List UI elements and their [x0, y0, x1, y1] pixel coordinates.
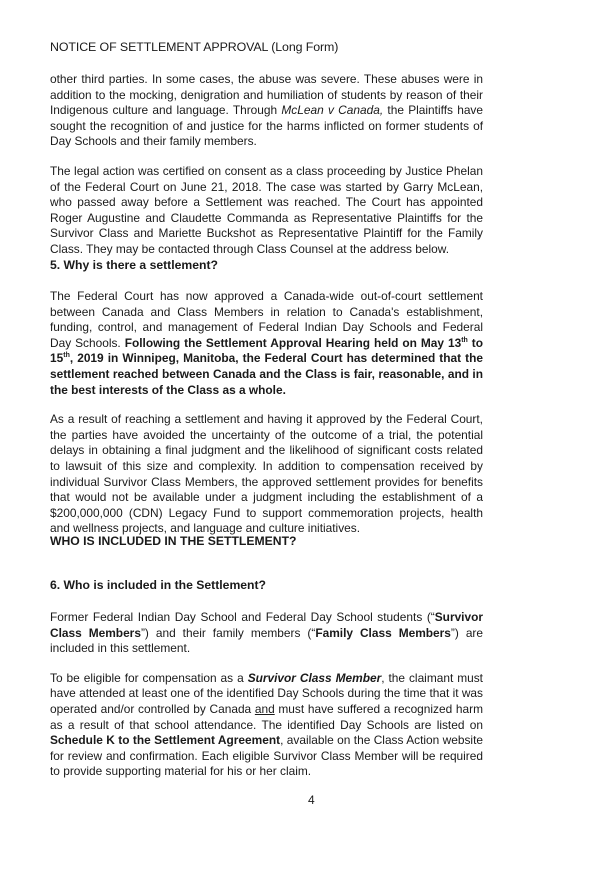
- survivor-class-member-bold-italic: Survivor Class Member: [247, 670, 382, 685]
- family-class-members-bold: Family Class Members: [315, 625, 451, 640]
- text-run: Following the Settlement Approval Hearing held on May 13: [124, 335, 462, 350]
- section-6-heading: 6. Who is included in the Settlement?: [50, 578, 267, 592]
- case-name-italic: McLean v Canada,: [281, 103, 384, 118]
- superscript: th: [63, 352, 70, 360]
- text-run: must have suffered a recognized harm as a result of that school attendance. The identified Day Schools are listed on: [50, 701, 483, 732]
- section-6-body: [50, 610, 483, 780]
- text-run: ”) are included in this settlement.: [50, 625, 484, 656]
- text-run: The Federal Court has now approved a Canada-wide out-of-court settlement between Canada and Class Members in relation to Canada's establishment, funding, control, and management of Federal Indian Day Schools and Federal Day Schools.: [50, 289, 483, 350]
- who-is-included-heading: WHO IS INCLUDED IN THE SETTLEMENT?: [50, 534, 297, 548]
- paragraph-certification: The legal action was certified on consent as a class proceeding by Justice Phelan of the Federal Court on June 21, 2018. The case was started by Garry McLean, who passed away before a Settlement was reached. The Court has appointed Roger Augustine and Claudette Commanda as Representative Plaintiffs for the Survivor Class and Mariette Buckshot as Representative Plaintiff for the Family Class. They may be contacted through Class Counsel at the address below.: [50, 163, 483, 256]
- section-5-heading: 5. Why is there a settlement?: [50, 258, 218, 272]
- text-run: Former Federal Indian Day School and Federal Day School students (“: [50, 610, 435, 624]
- paragraph-abuse-context: [50, 72, 483, 150]
- section-4-continued: [50, 72, 483, 258]
- text-run: other third parties. In some cases, the abuse was severe. These abuses were in addition to the mocking, denigration and humiliation of students by reason of their Indigenous culture and language. Through: [50, 72, 483, 118]
- paragraph-class-members: [50, 610, 483, 657]
- paragraph-eligibility: [50, 671, 483, 780]
- and-underlined: and: [254, 701, 275, 716]
- text-run: , 2019 in Winnipeg, Manitoba, the Federal Court has determined that the settlement reached between Canada and the Class is fair, reasonable, and in the best interests of the Class as a whole.: [50, 351, 483, 397]
- text-run: To be eligible for compensation as a: [50, 670, 248, 685]
- section-5-body: [50, 289, 483, 537]
- text-run: , available on the Class Action website for review and confirmation. Each eligible Survivor Class Member will be required to provide supporting material for his or her claim.: [50, 733, 483, 779]
- text-run: to 15: [50, 335, 483, 366]
- page-header-title: NOTICE OF SETTLEMENT APPROVAL (Long Form): [50, 40, 339, 54]
- schedule-k-bold: Schedule K to the Settlement Agreement: [50, 733, 281, 748]
- page-number: 4: [308, 793, 315, 807]
- paragraph-benefits: As a result of reaching a settlement and having it approved by the Federal Court, the parties have avoided the uncertainty of the outcome of a trial, the potential delays in obtaining a final judgment and the likelihood of significant costs related to lawsuit of this size and complexity. In addition to compensation received by individual Survivor Class Members, the approved settlement provides for benefits that would not be available under a judgment including the establishment of a $200,000,000 (CDN) Legacy Fund to support commemoration projects, health and wellness projects, and language and culture initiatives.: [50, 412, 483, 536]
- text-run: ”) and their family members (“: [140, 625, 316, 640]
- paragraph-approval: [50, 289, 483, 398]
- superscript: th: [461, 336, 468, 344]
- survivor-class-members-bold: Survivor Class Members: [50, 610, 483, 640]
- text-run: , the claimant must have attended at least one of the identified Day Schools during the time that it was operated and/or controlled by Canada: [50, 670, 483, 716]
- text-run: the Plaintiffs have sought the recognition of and justice for the harms inflicted on former students of Day Schools and their family members.: [50, 103, 483, 149]
